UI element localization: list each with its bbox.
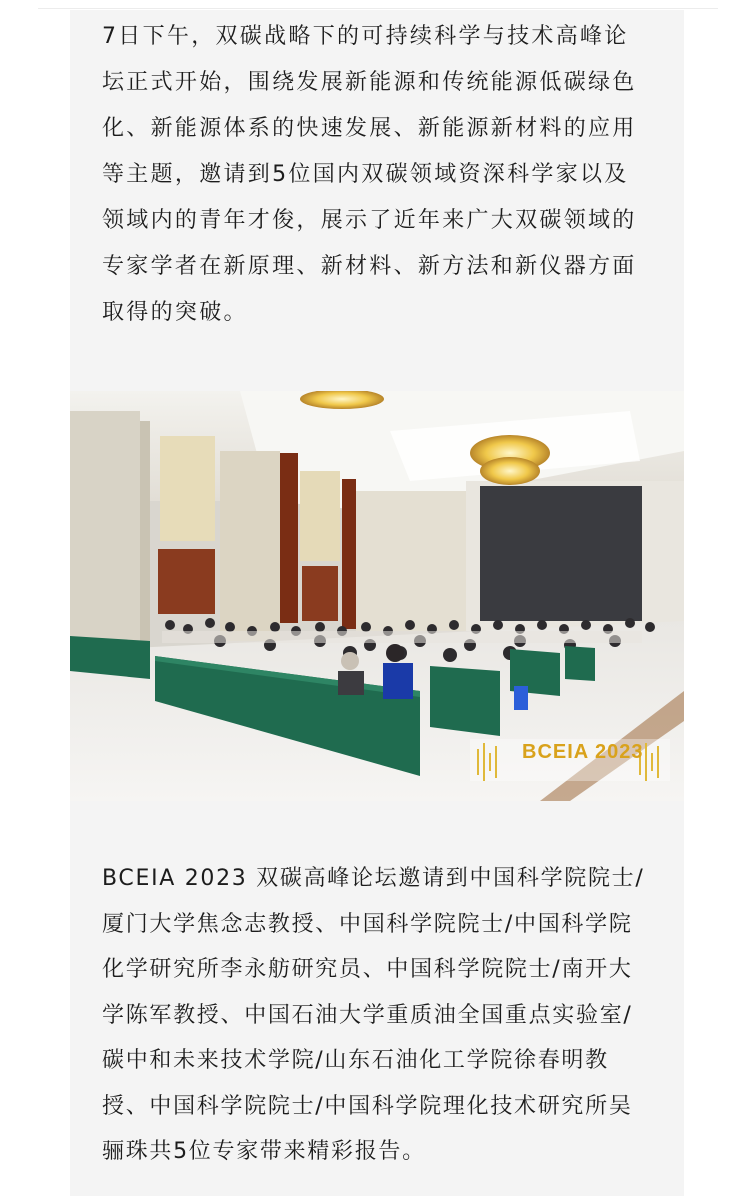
article-paragraph-2: BCEIA 2023 双碳高峰论坛邀请到中国科学院院士/ 厦门大学焦念志教授、中国科学院院士/中国科学院 化学研究所李永舫研究员、中国科学院院士/南开大 学陈军教授、中国石油大学重质油全国重点实验室/ 碳中和未来技术学院/山东石油化工学院徐春明教 授、中国科学院院士/中国科学院理化技术研究所吴 骊珠共5位专家带来精彩报告。 <box>102 866 645 1164</box>
conference-photo[interactable] <box>70 391 684 801</box>
conference-hall-illustration <box>70 391 684 801</box>
article-paragraph-1: 7日下午，双碳战略下的可持续科学与技术高峰论 坛正式开始，围绕发展新能源和传统能源低碳绿色 化、新能源体系的快速发展、新能源新材料的应用 等主题，邀请到5位国内双碳领域资深科学家以及 领域内的青年才俊，展示了近年来广大双碳领域的 专家学者在新原理、新材料、新方法和新仪器方面 取得的突破。 <box>102 24 637 325</box>
watermark-logo-text: BCEIA 2023 <box>522 741 644 763</box>
top-divider <box>38 8 718 9</box>
